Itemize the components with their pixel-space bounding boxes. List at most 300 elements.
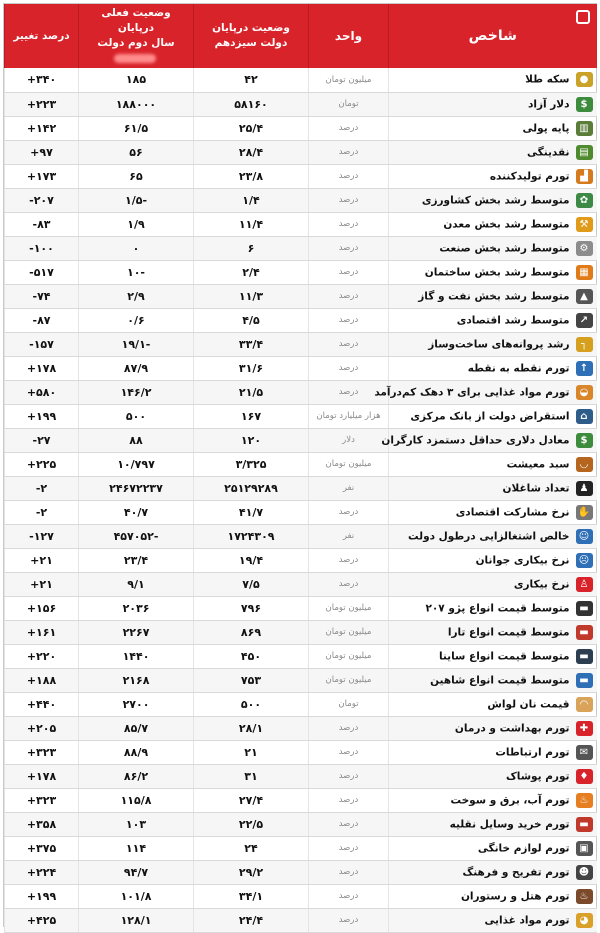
gov13-value: ۱۲۰ — [194, 428, 309, 452]
change-value: +۲۲۳ — [5, 92, 79, 116]
handshake-icon: ✋ — [576, 505, 593, 520]
change-value: +۳۲۳ — [5, 788, 79, 812]
current-value: ۸۷/۹ — [79, 356, 194, 380]
indicator-label: نرخ مشارکت اقتصادی — [455, 506, 570, 518]
header-indicator: شاخص — [389, 4, 597, 68]
indicator-label: متوسط رشد بخش ساختمان — [424, 266, 570, 278]
table-row — [5, 860, 597, 884]
unit-cell: درصد — [309, 260, 389, 284]
table-row — [5, 788, 597, 812]
indicator-label: استقراض دولت از بانک مرکزی — [410, 410, 570, 422]
current-value: ۲۲۶۷ — [79, 620, 194, 644]
table-row — [5, 764, 597, 788]
indicator-cell — [389, 308, 597, 332]
current-value: ۸۶/۲ — [79, 764, 194, 788]
current-value: ۱۲۸/۱ — [79, 908, 194, 932]
appliance-icon: ▣ — [576, 841, 593, 856]
table-row — [5, 668, 597, 692]
current-value: ۱۱۵/۸ — [79, 788, 194, 812]
gov13-value: ۷۵۳ — [194, 668, 309, 692]
gold-coin-icon: ● — [576, 72, 593, 87]
table-row — [5, 356, 597, 380]
unit-cell: درصد — [309, 236, 389, 260]
unit-cell: نفر — [309, 476, 389, 500]
indicator-label: متوسط رشد بخش صنعت — [439, 242, 570, 254]
current-value: ۶۱/۵ — [79, 116, 194, 140]
header-current-line1: وضعیت فعلی درپایان — [101, 7, 171, 34]
table-row — [5, 164, 597, 188]
indicator-label: تورم ارتباطات — [495, 746, 570, 758]
current-value: ۰/۶ — [79, 308, 194, 332]
table-row — [5, 476, 597, 500]
table-row — [5, 428, 597, 452]
current-value: ۲۳/۴ — [79, 548, 194, 572]
table-row — [5, 716, 597, 740]
indicator-label: سکه طلا — [525, 73, 570, 86]
vehicle-icon: ▬ — [576, 817, 593, 832]
factory-icon: ▟ — [576, 169, 593, 184]
table-row — [5, 332, 597, 356]
cash-icon: ▤ — [576, 145, 593, 160]
indicator-label: تورم لوازم خانگی — [477, 842, 570, 854]
change-value: -۸۷ — [5, 308, 79, 332]
youth-unemployment-icon: ☹ — [576, 553, 593, 568]
building-icon: ▦ — [576, 265, 593, 280]
indicator-label: متوسط قیمت انواع ساینا — [438, 650, 570, 662]
current-value: ۱۴۶/۲ — [79, 380, 194, 404]
indicator-label: نرخ بیکاری جوانان — [475, 554, 570, 566]
unit-cell: درصد — [309, 500, 389, 524]
indicator-label: تعداد شاغلان — [502, 482, 570, 494]
table-row — [5, 212, 597, 236]
unit-cell: میلیون تومان — [309, 596, 389, 620]
comparison-table-frame — [3, 3, 597, 927]
current-value: ۵۶ — [79, 140, 194, 164]
gov13-value: ۴۱/۷ — [194, 500, 309, 524]
change-value: +۱۵۶ — [5, 596, 79, 620]
table-row — [5, 596, 597, 620]
table-row — [5, 140, 597, 164]
current-value: -۱۹/۱ — [79, 332, 194, 356]
current-value: ۱۱۴ — [79, 836, 194, 860]
table-row — [5, 260, 597, 284]
change-value: +۳۷۵ — [5, 836, 79, 860]
indicator-label: تورم تولیدکننده — [489, 170, 570, 182]
change-value: +۱۷۳ — [5, 164, 79, 188]
indicator-label: تورم آب، برق و سوخت — [450, 794, 570, 806]
unit-cell: میلیون تومان — [309, 452, 389, 476]
current-value: ۱۸۵ — [79, 68, 194, 92]
unit-cell: میلیون تومان — [309, 668, 389, 692]
indicator-label: تورم بهداشت و درمان — [454, 722, 570, 734]
corner-logo-icon — [576, 10, 590, 24]
indicator-label: تورم خرید وسایل نقلیه — [449, 818, 570, 830]
car-icon: ▬ — [576, 625, 593, 640]
change-value: +۵۸۰ — [5, 380, 79, 404]
gov13-value: ۲۸/۱ — [194, 716, 309, 740]
change-value: +۲۰۵ — [5, 716, 79, 740]
unit-cell: درصد — [309, 212, 389, 236]
change-value: +۹۷ — [5, 140, 79, 164]
gov13-value: ۵۰۰ — [194, 692, 309, 716]
unit-cell: درصد — [309, 860, 389, 884]
change-value: +۲۱ — [5, 548, 79, 572]
change-value: -۲۷ — [5, 428, 79, 452]
change-value: +۳۴۰ — [5, 68, 79, 92]
unit-cell: درصد — [309, 740, 389, 764]
bread-icon: ◠ — [576, 697, 593, 712]
unit-cell: درصد — [309, 548, 389, 572]
unit-cell: درصد — [309, 716, 389, 740]
gov13-value: ۲۸/۴ — [194, 140, 309, 164]
change-value: +۲۲۴ — [5, 860, 79, 884]
redacted-mark — [114, 54, 156, 63]
unit-cell: تومان — [309, 92, 389, 116]
indicator-label: متوسط رشد اقتصادی — [456, 314, 570, 326]
indicator-label: متوسط قیمت انواع شاهین — [430, 674, 570, 686]
theater-masks-icon: ☻ — [576, 865, 593, 880]
wage-icon: $ — [576, 433, 593, 448]
unit-cell: درصد — [309, 836, 389, 860]
table-row — [5, 644, 597, 668]
change-value: -۱۰۰ — [5, 236, 79, 260]
price-chart-icon: ↑ — [576, 361, 593, 376]
change-value: +۴۴۰ — [5, 692, 79, 716]
gov13-value: ۲۵/۴ — [194, 116, 309, 140]
change-value: +۳۲۳ — [5, 740, 79, 764]
gov13-value: ۲۴/۴ — [194, 908, 309, 932]
agriculture-icon: ✿ — [576, 193, 593, 208]
food-basket-icon: ◒ — [576, 385, 593, 400]
current-value: ۲۷۰۰ — [79, 692, 194, 716]
indicator-cell — [389, 356, 597, 380]
table-row — [5, 188, 597, 212]
table-row — [5, 116, 597, 140]
header-gov13: وضعیت درپایان دولت سیزدهم — [194, 4, 309, 68]
table-row — [5, 284, 597, 308]
unit-cell: درصد — [309, 884, 389, 908]
gov13-value: ۸۶۹ — [194, 620, 309, 644]
gov13-value: ۳۴/۱ — [194, 884, 309, 908]
change-value: -۵۱۷ — [5, 260, 79, 284]
current-value: ۰ — [79, 236, 194, 260]
gov13-value: ۳۱ — [194, 764, 309, 788]
unit-cell: درصد — [309, 308, 389, 332]
unit-cell: درصد — [309, 116, 389, 140]
indicator-cell — [389, 620, 597, 644]
current-value: ۶۵ — [79, 164, 194, 188]
gov13-value: ۴۵۰ — [194, 644, 309, 668]
table-header-row — [5, 4, 597, 68]
unit-cell: دلار — [309, 428, 389, 452]
unemployment-icon: ♙ — [576, 577, 593, 592]
table-row — [5, 404, 597, 428]
indicator-cell — [389, 524, 597, 548]
chat-icon: ✉ — [576, 745, 593, 760]
header-current-line2-wrap — [83, 36, 189, 66]
unit-cell: درصد — [309, 812, 389, 836]
gov13-value: ۲۴ — [194, 836, 309, 860]
change-value: -۸۳ — [5, 212, 79, 236]
gov13-value: ۲/۴ — [194, 260, 309, 284]
change-value: +۲۲۰ — [5, 644, 79, 668]
indicator-cell — [389, 116, 597, 140]
gov13-value: ۷/۵ — [194, 572, 309, 596]
indicator-cell — [389, 92, 597, 116]
table-row — [5, 500, 597, 524]
change-value: +۴۲۵ — [5, 908, 79, 932]
indicator-cell — [389, 188, 597, 212]
gov13-value: ۲۱ — [194, 740, 309, 764]
change-value: +۱۹۹ — [5, 884, 79, 908]
change-value: -۲ — [5, 476, 79, 500]
indicator-label: متوسط قیمت انواع پژو ۲۰۷ — [425, 602, 570, 614]
gov13-value: ۲۹/۲ — [194, 860, 309, 884]
current-value: -۱/۵ — [79, 188, 194, 212]
indicator-cell — [389, 788, 597, 812]
car-icon: ▬ — [576, 673, 593, 688]
gov13-value: ۲۵۱۲۹۲۸۹ — [194, 476, 309, 500]
current-value: ۲۰۳۶ — [79, 596, 194, 620]
indicator-cell — [389, 212, 597, 236]
indicator-cell — [389, 572, 597, 596]
unit-cell: درصد — [309, 188, 389, 212]
dollar-icon: $ — [576, 97, 593, 112]
indicator-cell — [389, 740, 597, 764]
indicator-cell — [389, 764, 597, 788]
current-value: ۲۱۶۸ — [79, 668, 194, 692]
unit-cell: درصد — [309, 284, 389, 308]
table-row — [5, 452, 597, 476]
car-icon: ▬ — [576, 601, 593, 616]
indicator-label: تورم هتل و رستوران — [460, 890, 570, 902]
current-value: ۸۸ — [79, 428, 194, 452]
restaurant-icon: ♨ — [576, 889, 593, 904]
indicator-label: متوسط رشد بخش کشاورزی — [421, 194, 570, 206]
indicator-cell — [389, 668, 597, 692]
table-row — [5, 380, 597, 404]
gov13-value: ۶ — [194, 236, 309, 260]
indicator-cell — [389, 836, 597, 860]
current-value: ۲/۹ — [79, 284, 194, 308]
gov13-value: ۵۸۱۶۰ — [194, 92, 309, 116]
gov13-value: ۳۱/۶ — [194, 356, 309, 380]
indicator-label: متوسط رشد بخش نفت و گاز — [418, 290, 570, 302]
indicator-cell — [381, 428, 597, 452]
gov13-value: ۲۲/۵ — [194, 812, 309, 836]
gov13-value: ۳۳/۴ — [194, 332, 309, 356]
indicator-cell — [389, 596, 597, 620]
unit-cell: درصد — [309, 788, 389, 812]
header-unit: واحد — [309, 4, 389, 68]
indicator-cell — [389, 68, 597, 92]
unit-cell: میلیون تومان — [309, 68, 389, 92]
car-icon: ▬ — [576, 649, 593, 664]
food-icon: ◕ — [576, 913, 593, 928]
unit-cell: درصد — [309, 908, 389, 932]
indicator-cell — [389, 692, 597, 716]
indicator-cell — [389, 404, 597, 428]
indicator-label: متوسط قیمت انواع تارا — [447, 626, 570, 638]
indicator-cell — [389, 140, 597, 164]
indicator-label: متوسط رشد بخش معدن — [443, 218, 570, 230]
gov13-value: ۴۲ — [194, 68, 309, 92]
current-value: ۸۸/۹ — [79, 740, 194, 764]
mining-icon: ⚒ — [576, 217, 593, 232]
indicator-cell — [389, 548, 597, 572]
unit-cell: درصد — [309, 572, 389, 596]
table-row — [5, 812, 597, 836]
change-value: +۲۲۵ — [5, 452, 79, 476]
gov13-value: ۲۷/۴ — [194, 788, 309, 812]
indicator-cell — [389, 908, 597, 932]
indicator-label: تورم مواد غذایی — [484, 914, 570, 926]
current-value: ۱۸۸۰۰۰ — [79, 92, 194, 116]
unit-cell: درصد — [309, 356, 389, 380]
indicator-cell — [389, 452, 597, 476]
utilities-icon: ♨ — [576, 793, 593, 808]
current-value: ۱۰۱/۸ — [79, 884, 194, 908]
industry-icon: ⚙ — [576, 241, 593, 256]
change-value: +۱۸۸ — [5, 668, 79, 692]
clothing-icon: ♦ — [576, 769, 593, 784]
change-value: -۱۲۷ — [5, 524, 79, 548]
change-value: -۷۴ — [5, 284, 79, 308]
gov13-value: ۴/۵ — [194, 308, 309, 332]
indicator-label: سبد معیشت — [506, 458, 570, 470]
gov13-value: ۱۷۲۴۳۰۹ — [194, 524, 309, 548]
gov13-value: ۲۱/۵ — [194, 380, 309, 404]
change-value: +۲۱ — [5, 572, 79, 596]
change-value: +۱۹۹ — [5, 404, 79, 428]
current-value: ۸۵/۷ — [79, 716, 194, 740]
current-value: ۱۴۴۰ — [79, 644, 194, 668]
table-row — [5, 620, 597, 644]
indicator-label: تورم تفریح و فرهنگ — [462, 866, 570, 878]
gov13-value: ۷۹۶ — [194, 596, 309, 620]
current-value: ۱۰۳ — [79, 812, 194, 836]
indicator-label: پایه پولی — [522, 122, 570, 134]
table-row — [5, 884, 597, 908]
indicator-label: نرخ بیکاری — [513, 578, 570, 590]
unit-cell: درصد — [309, 140, 389, 164]
table-row — [5, 92, 597, 116]
header-current-line2: سال دوم دولت — [97, 37, 175, 49]
table-row — [5, 236, 597, 260]
gov13-value: ۱۶۷ — [194, 404, 309, 428]
crane-icon: ┐ — [576, 337, 593, 352]
current-value: ۹/۱ — [79, 572, 194, 596]
indicator-cell — [389, 644, 597, 668]
indicator-cell — [389, 476, 597, 500]
change-value: +۳۵۸ — [5, 812, 79, 836]
indicator-label: خالص اشتغالزایی درطول دولت — [408, 530, 570, 542]
oil-rig-icon: ▲ — [576, 289, 593, 304]
table-row — [5, 740, 597, 764]
table-row — [5, 908, 597, 932]
current-value: ۵۰۰ — [79, 404, 194, 428]
indicator-label: دلار آزاد — [527, 98, 570, 110]
unit-cell: درصد — [309, 764, 389, 788]
change-value: +۱۷۸ — [5, 764, 79, 788]
indicator-cell — [389, 860, 597, 884]
indicator-cell — [389, 716, 597, 740]
unit-cell: درصد — [309, 164, 389, 188]
current-value: ۱/۹ — [79, 212, 194, 236]
gov13-value: ۱۹/۴ — [194, 548, 309, 572]
shopping-basket-icon: ◡ — [576, 457, 593, 472]
worker-icon: ♟ — [576, 481, 593, 496]
table-row — [5, 548, 597, 572]
header-change: درصد تغییر — [5, 4, 79, 68]
indicator-label: معادل دلاری حداقل دستمزد کارگران — [381, 434, 570, 446]
current-value: ۲۴۶۷۲۲۳۷ — [79, 476, 194, 500]
central-bank-icon: ⌂ — [576, 409, 593, 424]
current-value: ۱۰/۷۹۷ — [79, 452, 194, 476]
unit-cell: درصد — [309, 380, 389, 404]
change-value: +۱۶۱ — [5, 620, 79, 644]
indicator-cell — [389, 884, 597, 908]
current-value: ۴۰/۷ — [79, 500, 194, 524]
unit-cell: میلیون تومان — [309, 620, 389, 644]
gov13-value: ۱۱/۳ — [194, 284, 309, 308]
change-value: -۲۰۷ — [5, 188, 79, 212]
indicator-label: تورم مواد غذایی برای ۳ دهک کم‌درآمد — [374, 386, 570, 398]
indicator-cell — [389, 812, 597, 836]
change-value: +۱۴۲ — [5, 116, 79, 140]
indicator-label: رشد پروانه‌های ساخت‌وساز — [428, 338, 570, 350]
unit-cell: نفر — [309, 524, 389, 548]
table-row — [5, 572, 597, 596]
gov13-value: ۱۱/۴ — [194, 212, 309, 236]
indicator-label: قیمت نان لواش — [487, 698, 570, 710]
indicator-label: نقدینگی — [526, 146, 570, 158]
change-value: -۱۵۷ — [5, 332, 79, 356]
table-row — [5, 524, 597, 548]
economic-indicators-table — [4, 4, 597, 933]
table-row — [5, 68, 597, 92]
table-row — [5, 836, 597, 860]
indicator-cell — [389, 284, 597, 308]
current-value: -۱۰ — [79, 260, 194, 284]
unit-cell: درصد — [309, 332, 389, 356]
gov13-value: ۳/۳۲۵ — [194, 452, 309, 476]
indicator-cell — [374, 380, 597, 404]
unit-cell: میلیون تومان — [309, 644, 389, 668]
indicator-cell — [389, 260, 597, 284]
bank-icon: ▥ — [576, 121, 593, 136]
indicator-cell — [389, 500, 597, 524]
indicator-cell — [389, 236, 597, 260]
growth-chart-icon: ↗ — [576, 313, 593, 328]
indicator-label: تورم نقطه به نقطه — [467, 362, 570, 374]
current-value: ۹۴/۷ — [79, 860, 194, 884]
table-row — [5, 692, 597, 716]
change-value: -۲ — [5, 500, 79, 524]
indicator-cell — [389, 332, 597, 356]
unit-cell: هزار میلیارد تومان — [309, 404, 389, 428]
current-value: -۴۵۷۰۵۲ — [79, 524, 194, 548]
health-icon: ✚ — [576, 721, 593, 736]
indicator-cell — [389, 164, 597, 188]
unit-cell: تومان — [309, 692, 389, 716]
gov13-value: ۱/۴ — [194, 188, 309, 212]
header-current — [79, 4, 194, 68]
change-value: +۱۷۸ — [5, 356, 79, 380]
table-row — [5, 308, 597, 332]
indicator-label: تورم پوشاک — [506, 770, 570, 782]
gov13-value: ۲۳/۸ — [194, 164, 309, 188]
